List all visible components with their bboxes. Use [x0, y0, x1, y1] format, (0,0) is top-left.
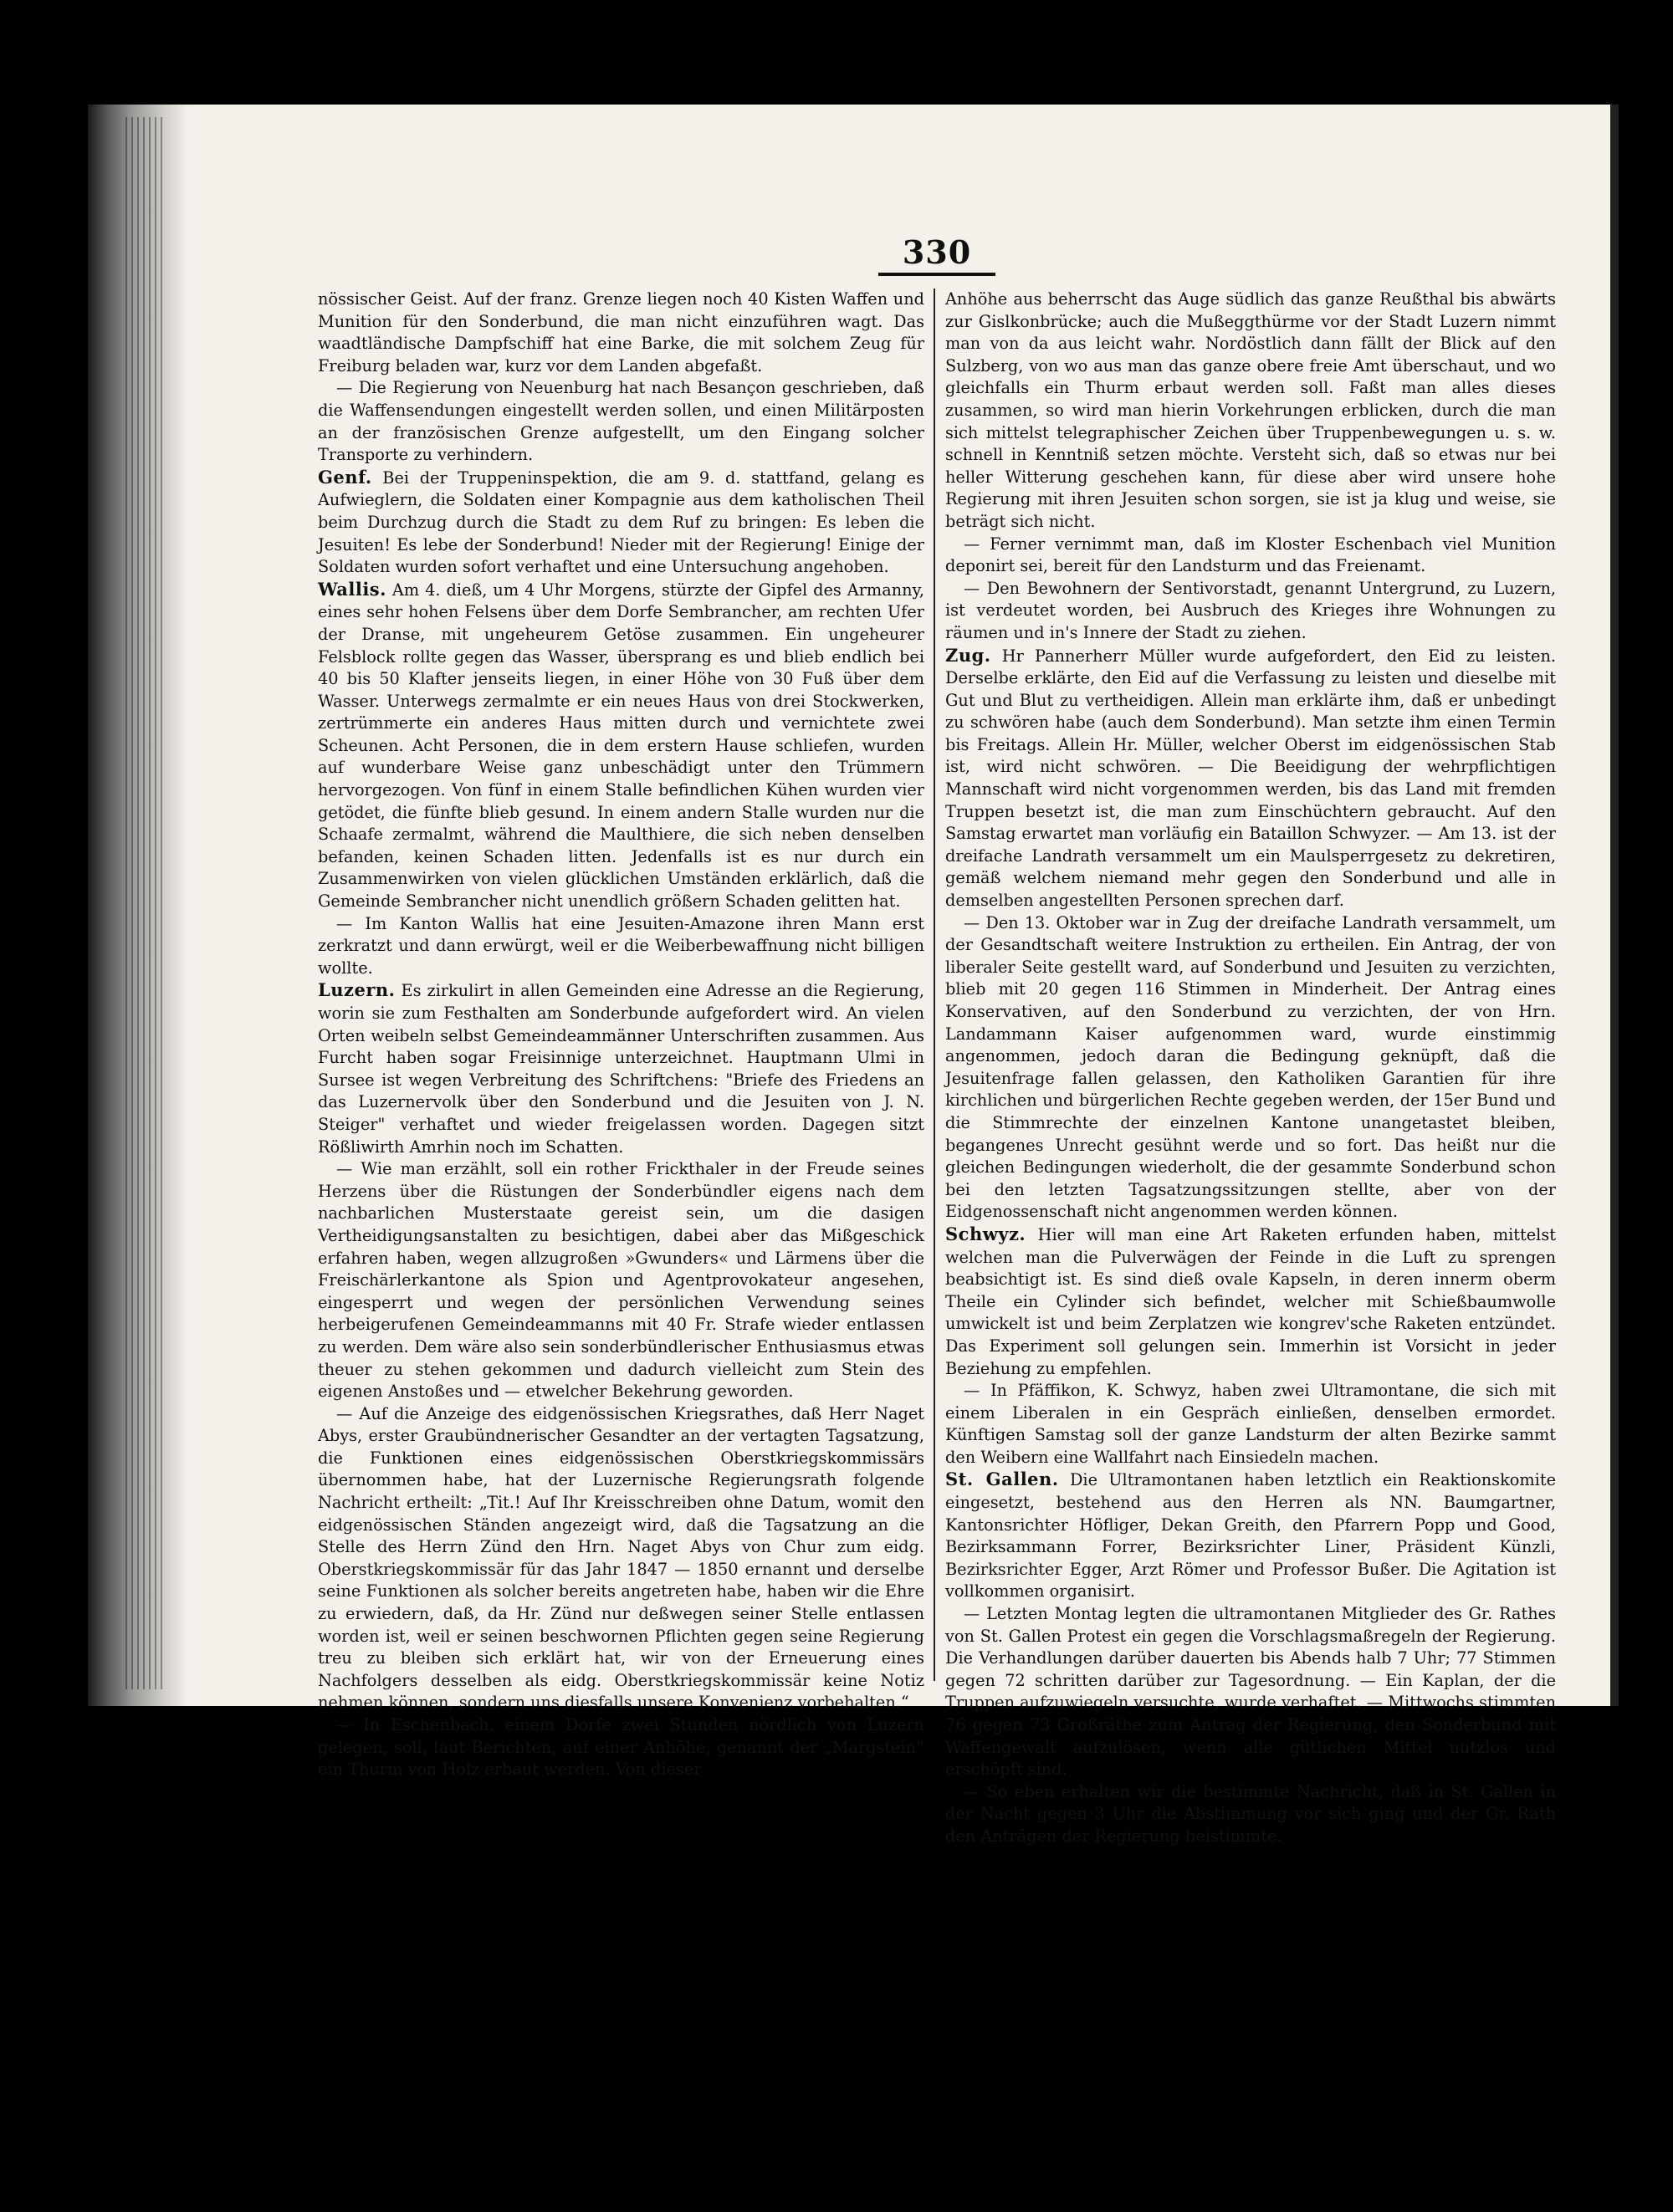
- article-paragraph-wallis: Wallis. Am 4. dieß, um 4 Uhr Morgens, stürzte der Gipfel des Armanny, eines sehr hohen Felsens über dem Dorfe Sembrancher, am rechten Ufer der Dranse, mit ungeheurem Getöse zusammen. Ein ungeheurer Felsblock rollte gegen das Wasser, übersprang es und blieb endlich bei 40 bis 50 Klafter jenseits liegen, in einer Höhe von 30 Fuß über dem Wasser. Unterwegs zermalmte er ein neues Haus von drei Stockwerken, zertrümmerte ein anderes Haus mitten durch und vernichtete zwei Scheunen. Acht Personen, die in dem erstern Hause schliefen, wurden auf wunderbare Weise ganz unbeschädigt unter den Trümmern hervorgezogen. Von fünf in einem Stalle befindlichen Kühen wurden vier getödet, die fünfte blieb gesund. In einem andern Stalle wurden nur die Schaafe zermalmt, während die Maulthiere, die sich neben denselben befanden, keinen Schaden litten. Jedenfalls ist es nur durch ein Zusammenwirken von vielen glücklichen Umständen erklärlich, daß die Gemeinde Sembrancher nicht unendlich größern Schaden gelitten hat.: [318, 578, 924, 912]
- right-column: [945, 289, 1556, 1846]
- book-page-edges: [125, 117, 163, 1689]
- column-divider: [934, 289, 935, 1681]
- article-paragraph: — Letzten Montag legten die ultramontanen Mitglieder des Gr. Rathes von St. Gallen Protest ein gegen die Vorschlagsmaßregeln der Regierung. Die Verhandlungen darüber dauerten bis Abends halb 7 Uhr; 77 Stimmen gegen 72 schritten darüber zur Tagesordnung. — Ein Kaplan, der die Truppen aufzuwiegeln versuchte, wurde verhaftet. — Mittwochs stimmten 76 gegen 73 Großräthe zum Antrag der Regierung, den Sonderbund mit Waffengewalt aufzulösen, wenn alle gütlichen Mittel nutzlos und erschöpft sind.: [945, 1604, 1556, 1780]
- article-paragraph-st-gallen: St. Gallen. Die Ultramontanen haben letztlich ein Reaktionskomite eingesetzt, bestehend aus den Herren als NN. Baumgartner, Kantonsrichter Höfliger, Dekan Greith, den Pfarrern Popp und Good, Bezirksammann Forrer, Bezirksrichter Liner, Präsident Künzli, Bezirksrichter Egger, Arzt Römer und Professor Bußer. Die Agitation ist vollkommen organisirt.: [945, 1469, 1556, 1602]
- canton-heading: Genf.: [318, 466, 372, 488]
- article-paragraph: — Auf die Anzeige des eidgenössischen Kriegsrathes, daß Herr Naget Abys, erster Graubündnerischer Gesandter an der vertagten Tagsatzung, die Funktionen eines eidgenössischen Oberstkriegskommissärs übernommen habe, hat der Luzernische Regierungsrath folgende Nachricht ertheilt: „Tit.! Auf Ihr Kreisschreiben ohne Datum, womit den eidgenössischen Ständen angezeigt wird, daß die Tagsatzung an die Stelle des Herrn Zünd den Hrn. Naget Abys von Chur zum eidg. Oberstkriegskommissär für das Jahr 1847 — 1850 ernannt und derselbe seine Funktionen als solcher bereits angetreten habe, haben wir die Ehre zu erwiedern, daß, da Hr. Zünd nur deßwegen seiner Stelle entlassen worden ist, weil er seinen beschwornen Pflichten gegen seine Regierung treu zu bleiben sich erklärt hat, wir von der Erneuerung eines Nachfolgers desselben als eidg. Oberstkriegskommissär keine Notiz nehmen können, sondern uns diesfalls unsere Konvenienz vorbehalten.“: [318, 1403, 924, 1713]
- page-number: 330: [878, 234, 995, 276]
- scan-border-right: [1619, 105, 1673, 1706]
- article-paragraph: — Den 13. Oktober war in Zug der dreifache Landrath versammelt, um der Gesandtschaft weitere Instruktion zu ertheilen. Ein Antrag, der von liberaler Seite gestellt ward, auf Sonderbund und Jesuiten zu verzichten, blieb mit 20 gegen 116 Stimmen in Minderheit. Der Antrag eines Konservativen, auf den Sonderbund zu verzichten, der von Hrn. Landammann Kaiser aufgenommen ward, wurde einstimmig angenommen, jedoch daran die Bedingung geknüpft, daß die Jesuitenfrage fallen gelassen, den Katholiken Garantien für ihre kirchlichen und bürgerlichen Rechte gegeben werden, der 15er Bund und die Stimmrechte der einzelnen Kantone unangetastet bleiben, begangenes Unrecht gesühnt werde und so fort. Das heißt nur die gleichen Bedingungen wiederholt, die der gesammte Sonderbund schon bei den letzten Tagsatzungssitzungen stellte, aber von der Eidgenossenschaft nicht angenommen werden können.: [945, 912, 1556, 1222]
- canton-heading: Schwyz.: [945, 1223, 1026, 1244]
- article-paragraph: — Ferner vernimmt man, daß im Kloster Eschenbach viel Munition deponirt sei, bereit für den Landsturm und das Freienamt.: [945, 534, 1556, 576]
- article-paragraph: — So eben erhalten wir die bestimmte Nachricht, daß in St. Gallen in der Nacht gegen 3 Uhr die Abstimmung vor sich ging und der Gr. Rath den Anträgen der Regierung beistimmte.: [945, 1781, 1556, 1846]
- article-paragraph-schwyz: Schwyz. Hier will man eine Art Raketen erfunden haben, mittelst welchen man die Pulverwägen der Feinde in die Luft zu sprengen beabsichtigt ist. Es sind dieß ovale Kapseln, in deren innerm oberm Theile ein Cylinder sich befindet, welcher mit Schießbaumwolle umwickelt ist und beim Zerplatzen wie kongrev'sche Raketen entzündet. Das Experiment soll gelungen sein. Immerhin ist Vorsicht in jeder Beziehung zu empfehlen.: [945, 1223, 1556, 1378]
- article-paragraph: — In Pfäffikon, K. Schwyz, haben zwei Ultramontane, die sich mit einem Liberalen in ein Gespräch einließen, denselben ermordet. Künftigen Samstag soll der ganze Landsturm der alten Bezirke sammt den Weibern eine Wallfahrt nach Einsiedeln machen.: [945, 1381, 1556, 1467]
- canton-heading: Wallis.: [318, 578, 386, 600]
- article-paragraph-zug: Zug. Hr Pannerherr Müller wurde aufgefordert, den Eid zu leisten. Derselbe erklärte, den Eid auf die Verfassung zu leisten und dieselbe mit Gut und Blut zu vertheidigen. Allein man erklärte ihm, daß er unbedingt zu schwören habe (auch dem Sonderbund). Man setzte ihm einen Termin bis Freitags. Allein Hr. Müller, welcher Oberst im eidgenössischen Stab ist, wird nicht schwören. — Die Beeidigung der wehrpflichtigen Mannschaft wird nicht vorgenommen werden, bis das Land mit fremden Truppen besetzt ist, die man zum Einschüchtern gebraucht. Auf den Samstag erwartet man vorläufig ein Bataillon Schwyzer. — Am 13. ist der dreifache Landrath versammelt um ein Maulsperrgesetz zu dekretiren, gemäß welchem niemand mehr gegen den Sonderbund und alle in demselben angestellten Personen sprechen darf.: [945, 644, 1556, 911]
- canton-heading: Zug.: [945, 644, 991, 666]
- article-paragraph-luzern: Luzern. Es zirkulirt in allen Gemeinden eine Adresse an die Regierung, worin sie zum Festhalten am Sonderbunde aufgefordert wird. An vielen Orten weibeln selbst Gemeindeammänner Unterschriften zusammen. Aus Furcht haben sogar Freisinnige unterzeichnet. Hauptmann Ulmi in Sursee ist wegen Verbreitung des Schriftchens: "Briefe des Friedens an das Luzernervolk über den Sonderbund und die Jesuiten von J. N. Steiger" verhaftet und wieder freigelassen worden. Dagegen sitzt Rößliwirth Amrhin noch im Schatten.: [318, 979, 924, 1157]
- article-paragraph: nössischer Geist. Auf der franz. Grenze liegen noch 40 Kisten Waffen und Munition für den Sonderbund, die man nicht einzuführen wagt. Das waadtländische Dampfschiff hat eine Barke, die mit solchem Zeug für Freiburg beladen war, kurz vor dem Landen abgefaßt.: [318, 289, 924, 375]
- article-paragraph: Anhöhe aus beherrscht das Auge südlich das ganze Reußthal bis abwärts zur Gislkonbrücke; auch die Mußeggthürme vor der Stadt Luzern nimmt man von da aus leicht wahr. Nordöstlich dann fällt der Blick auf den Sulzberg, von wo aus man das ganze obere freie Amt überschaut, und wo gleichfalls ein Thurm erbaut werden soll. Faßt man alles dieses zusammen, so wird man hierin Vorkehrungen erblicken, durch die man sich mittelst telegraphischer Zeichen über Truppenbewegungen u. s. w. schnell in Kenntniß setzen möchte. Versteht sich, daß so etwas nur bei heller Witterung geschehen kann, für diese aber wird unsere hohe Regierung mit ihren Jesuiten schon sorgen, sie ist ja klug und weise, sie beträgt sich nicht.: [945, 289, 1556, 531]
- article-paragraph: — Die Regierung von Neuenburg hat nach Besançon geschrieben, daß die Waffensendungen eingestellt werden sollen, und einen Militärposten an der französischen Grenze aufgestellt, um den Eingang solcher Transporte zu verhindern.: [318, 378, 924, 465]
- article-paragraph: — Den Bewohnern der Sentivorstadt, genannt Untergrund, zu Luzern, ist verdeutet worden, bei Ausbruch des Krieges ihre Wohnungen zu räumen und in's Innere der Stadt zu ziehen.: [945, 578, 1556, 642]
- article-paragraph: — In Eschenbach, einem Dorfe zwei Stunden nördlich von Luzern gelegen, soll, laut Berichten, auf einer Anhöhe, genannt der „Margstein“ ein Thurm von Holz erbaut werden. Von dieser: [318, 1715, 924, 1780]
- canton-heading: St. Gallen.: [945, 1469, 1059, 1490]
- article-paragraph: — Im Kanton Wallis hat eine Jesuiten-Amazone ihren Mann erst zerkratzt und dann erwürgt, weil er die Weiberbewaffnung nicht billigen wollte.: [318, 913, 924, 978]
- canton-heading: Luzern.: [318, 979, 396, 1001]
- article-paragraph: — Wie man erzählt, soll ein rother Frickthaler in der Freude seines Herzens über die Rüstungen der Sonderbündler eigens nach dem nachbarlichen Musterstaate gereist sein, um die dasigen Vertheidigungsanstalten zu besichtigen, dabei aber das Mißgeschick erfahren haben, wegen allzugroßen »Gwunders« und Lärmens über die Freischärlerkantone als Spion und Agentprovokateur angesehen, eingesperrt und wegen der persönlichen Verwendung seines herbeigerufenen Gemeindeammanns mit 40 Fr. Strafe wieder entlassen zu werden. Dem wäre also sein sonderbündlerischer Enthusiasmus etwas theuer zu stehen gekommen und dadurch vielleicht zum Stein des eigenen Anstoßes und — etwelcher Bekehrung geworden.: [318, 1159, 924, 1402]
- article-paragraph-genf: Genf. Bei der Truppeninspektion, die am 9. d. stattfand, gelang es Aufwieglern, die Soldaten einer Kompagnie aus dem katholischen Theil beim Durchzug durch die Stadt zu dem Ruf zu bringen: Es leben die Jesuiten! Es lebe der Sonderbund! Nieder mit der Regierung! Einige der Soldaten wurden sofort verhaftet und eine Untersuchung angehoben.: [318, 466, 924, 577]
- left-column: [318, 289, 924, 1780]
- scan-border-top: [0, 0, 1673, 105]
